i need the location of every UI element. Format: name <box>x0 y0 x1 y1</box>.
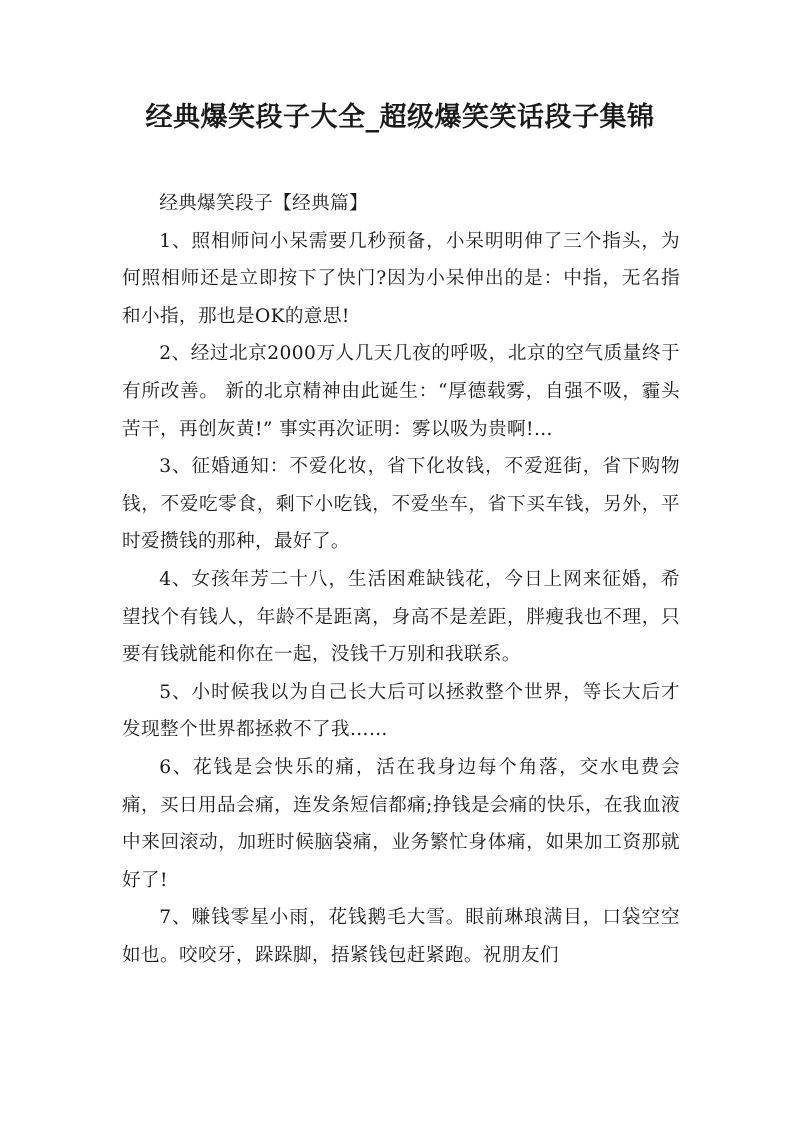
paragraph: 5、小时候我以为自己长大后可以拯救整个世界，等长大后才发现整个世界都拯救不了我…… <box>122 681 680 741</box>
paragraph: 2、经过北京2000万人几天几夜的呼吸，北京的空气质量终于有所改善。 新的北京精神由此诞生：“厚德载雾，自强不吸，霾头苦干，再创灰黄!” 事实再次证明：雾以吸为贵啊!… <box>122 343 680 440</box>
paragraph: 6、花钱是会快乐的痛，活在我身边每个角落，交水电费会痛，买日用品会痛，连发条短信都痛;挣钱是会痛的快乐，在我血液中来回滚动，加班时候脑袋痛，业务繁忙身体痛，如果加工资那就好了! <box>122 756 680 891</box>
paragraph: 7、赚钱零星小雨，花钱鹅毛大雪。眼前琳琅满目，口袋空空如也。咬咬牙，跺跺脚，捂紧钱包赶紧跑。祝朋友们 <box>122 907 680 966</box>
paragraph: 4、女孩年芳二十八，生活困难缺钱花，今日上网来征婚，希望找个有钱人，年龄不是距离，身高不是差距，胖瘦我也不理，只要有钱就能和你在一起，没钱千万别和我联系。 <box>122 568 680 666</box>
paragraph: 3、征婚通知：不爱化妆，省下化妆钱，不爱逛街，省下购物钱，不爱吃零食，剩下小吃钱，不爱坐车，省下买车钱，另外，平时爱攒钱的那种，最好了。 <box>122 456 680 553</box>
paragraph: 1、照相师问小呆需要几秒预备，小呆明明伸了三个指头，为何照相师还是立即按下了快门?因为小呆伸出的是：中指，无名指和小指，那也是OK的意思! <box>122 230 680 327</box>
document-body <box>122 185 680 974</box>
section-heading: 经典爆笑段子【经典篇】 <box>159 193 369 214</box>
document-title: 经典爆笑段子大全_超级爆笑笑话段子集锦 <box>145 102 655 133</box>
